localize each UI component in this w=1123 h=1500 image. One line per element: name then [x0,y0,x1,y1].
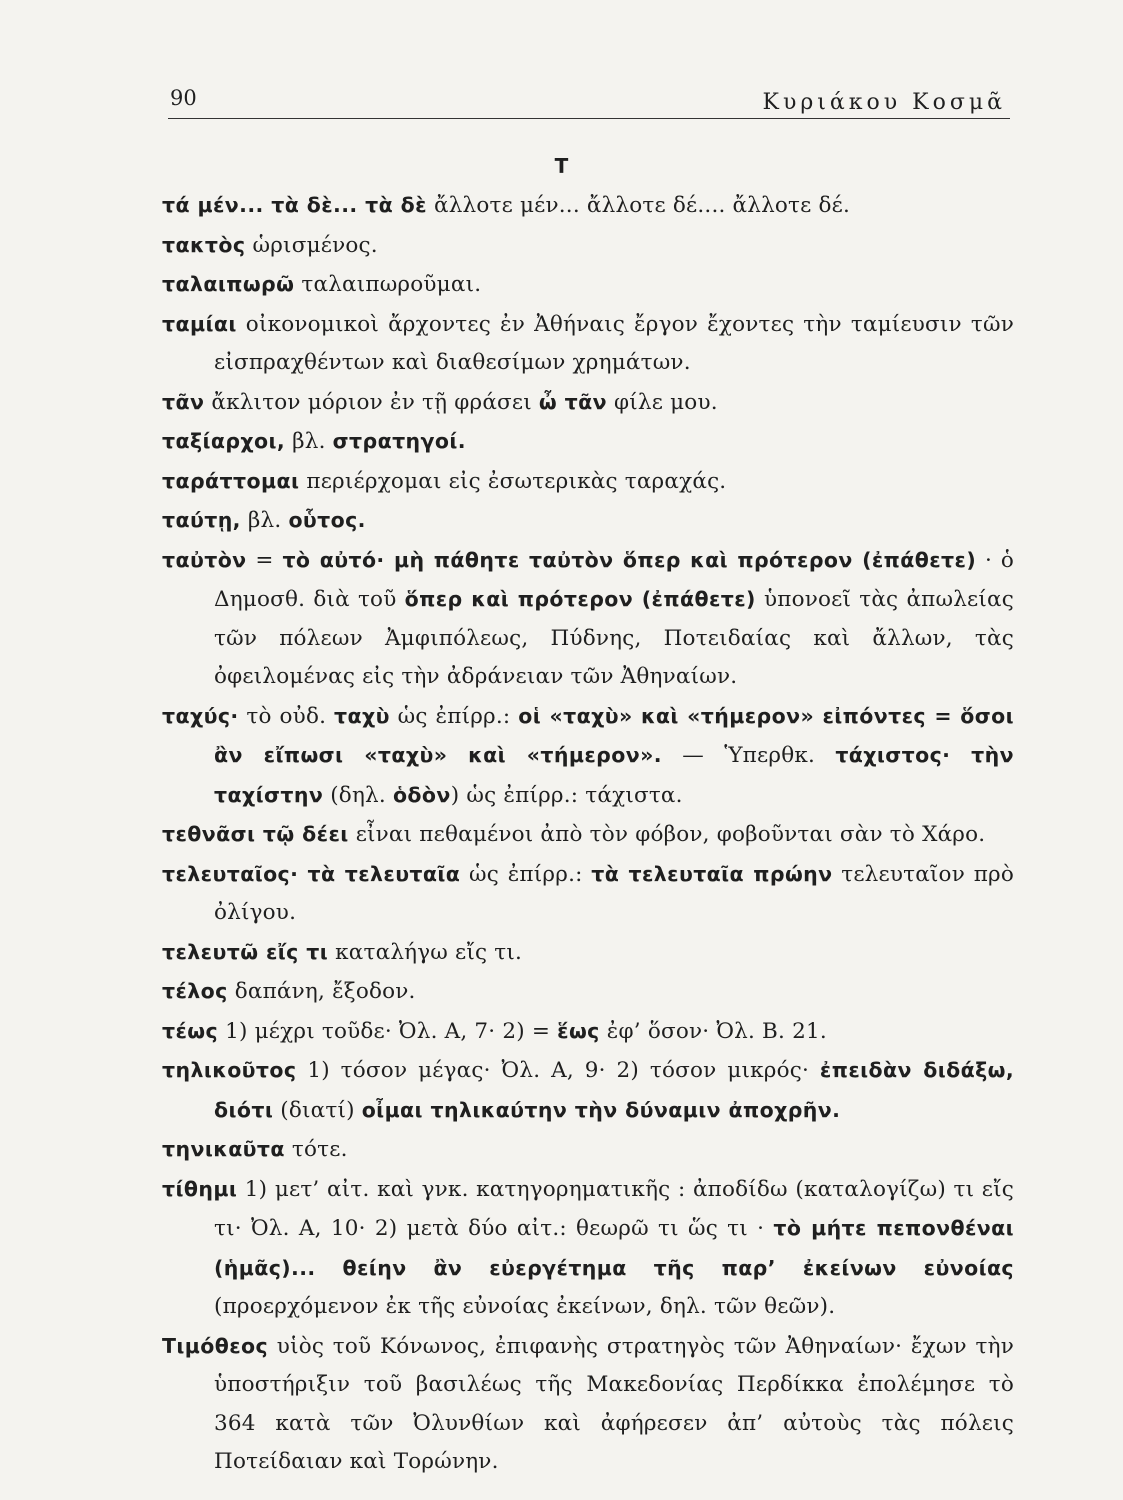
entry-headword: τελευτῶ εἴς τι [162,939,329,964]
entry-headword: ταράττομαι [162,468,300,493]
glossary-entry [162,186,1014,226]
entry-definition: τὸ οὐδ. [238,703,334,729]
entry-headword: τηνικαῦτα [162,1137,285,1161]
entry-headword: οἶμαι τηλικαύτην τὴν δύναμιν ἀποχρῆν. [361,1097,841,1122]
entry-headword: τεθνᾶσι τῷ δέει [162,822,349,846]
glossary-entry [162,1051,1014,1130]
entry-headword: Τιμόθεος [162,1333,269,1358]
entry-headword: τηλικοῦτος [162,1058,297,1082]
entry-definition: ἐφ’ ὅσον· Ὀλ. Β. 21. [599,1018,827,1044]
entry-definition: υἱὸς τοῦ Κόνωνος, ἐπιφανὴς στρατηγὸς τῶν Ἀθηναίων· ἔχων τὴν ὑποστήριξιν τοῦ βασιλέως τῆς Μακεδονίας Περδίκκα ἐπολέμησε τὸ 364 κατὰ τῶν Ὀλυνθίων καὶ ἀφήρεσεν ἀπ’ αὐτοὺς τὰς πόλεις Ποτείδαιαν καὶ Τορώνην. [214,1333,1014,1474]
entry-headword: ταμίαι [162,311,237,336]
glossary-entry [162,972,1014,1012]
glossary-entry [162,1130,1014,1170]
entry-definition: περιέρχομαι εἰς ἐσωτερικὰς ταραχάς. [299,468,727,494]
entry-headword: τέλος [162,979,228,1003]
entry-definition: τελευταῖον πρὸ ὀλίγου. [214,861,1015,925]
entry-definition: τότε. [284,1137,348,1162]
entry-definition: (προερχόμενον ἐκ τῆς εὐνοίας ἐκείνων, δηλ. τῶν θεῶν). [214,1294,836,1319]
entry-headword: τᾶν [162,389,205,414]
entry-definition: ὡρισμένος. [245,232,378,258]
entry-definition: βλ. [240,508,289,533]
entry-headword: ὅπερ καὶ πρότερον (ἐπάθετε) [404,587,756,611]
entry-headword: τίθημι [162,1176,238,1201]
glossary-entry [162,305,1014,383]
entry-headword: οἱ «ταχὺ» καὶ «τήμερον» εἰπόντες = ὅσοι ἂν εἴπωσι «ταχὺ» καὶ «τήμερον». [214,703,1014,767]
entry-definition: 1) τόσον μέγας· Ὀλ. Α, 9· 2) τόσον μικρός· [296,1058,820,1083]
entry-headword: ἕως [557,1018,600,1043]
entry-headword: τὰ τελευταῖα πρώην [591,861,833,886]
section-letter: Τ [554,154,569,178]
entry-headword: τελευταῖος· τὰ τελευταῖα [162,861,461,886]
entry-definition: εἶναι πεθαμένοι ἀπὸ τὸν φόβον, φοβοῦνται σὰν τὸ Χάρο. [348,822,986,847]
glossary-entry [162,1170,1014,1327]
glossary-entry [162,265,1014,305]
glossary-entry [162,462,1014,502]
glossary-entry [162,422,1014,462]
entry-definition: ὑπονοεῖ τὰς ἀπωλείας τῶν πόλεων Ἀμφιπόλεως, Πύδνης, Ποτειδαίας καὶ ἄλλων, τὰς ὀφειλομένας εἰς τὴν ἀδράνειαν τῶν Ἀθηναίων. [214,587,1014,689]
glossary-entries [162,186,1014,1482]
entry-definition: ὡς ἐπίρρ.: [389,703,519,729]
entry-headword: ταξίαρχοι, [162,429,286,453]
entry-definition: 1) μετ’ αἰτ. καὶ γνκ. κατηγορηματικῆς : ἀποδίδω (καταλογίζω) τι εἴς τι· Ὀλ. Α, 10· 2) μετὰ δύο αἰτ.: θεωρῶ τι ὥς τι · [214,1176,1014,1241]
entry-headword: τὸ μήτε πεπονθέναι (ἡμᾶς)... θείην ἂν εὐεργέτημα τῆς παρ’ ἐκείνων εὐνοίας [214,1216,1014,1280]
entry-headword: ταλαιπωρῶ [162,272,295,296]
glossary-entry [162,933,1014,973]
glossary-entry [162,697,1014,816]
glossary-entry [162,226,1014,266]
running-title: Κυριάκου Κοσμᾶ [762,90,1006,115]
glossary-entry [162,541,1014,697]
entry-definition: ταλαιπωροῦμαι. [294,272,482,297]
entry-definition: ) ὡς ἐπίρρ.: τάχιστα. [450,782,683,808]
page-header [168,86,1010,119]
entry-headword: τάχιστος· τὴν ταχίστην [214,743,1014,807]
entry-definition: ἄκλιτον μόριον ἐν τῇ φράσει [204,389,539,415]
entry-headword: τὸ αὐτό· μὴ πάθητε ταὐτὸν ὅπερ καὶ πρότερον (ἐπάθετε) [282,547,977,572]
entry-headword: ταχὺ [333,703,390,728]
glossary-entry [162,815,1014,855]
glossary-entry [162,855,1014,933]
entry-headword: τά μέν... τὰ δὲ... τὰ δὲ [162,193,427,217]
entry-headword: ταύτῃ, [162,508,241,532]
entry-headword: ὁδὸν [392,782,451,807]
glossary-entry [162,383,1014,423]
entry-definition: βλ. [285,429,333,454]
entry-headword: τακτὸς [162,232,246,257]
entry-headword: ταὐτὸν [162,547,247,572]
entry-definition: δαπάνη, ἔξοδον. [227,979,416,1004]
entry-definition: καταλήγω εἴς τι. [328,939,523,965]
entry-definition: ὡς ἐπίρρ.: [460,861,592,887]
entry-definition: φίλε μου. [607,389,718,415]
entry-definition: · ὁ Δημοσθ. διὰ τοῦ [214,547,1014,612]
entry-definition: (διατί) [273,1097,362,1123]
glossary-entry [162,1327,1014,1482]
page-number: 90 [170,86,197,110]
glossary-entry [162,501,1014,541]
entry-definition: (δηλ. [323,782,393,808]
entry-headword: ταχύς· [162,703,239,728]
entry-headword: στρατηγοί. [332,429,466,453]
entry-definition: 1) μέχρι τοῦδε· Ὀλ. Α, 7· 2) = [218,1018,558,1044]
entry-definition: = [246,547,283,573]
entry-definition: ἄλλοτε μέν... ἄλλοτε δέ.... ἄλλοτε δέ. [426,193,851,218]
entry-definition: — Ὑπερθκ. [661,743,836,768]
entry-definition: οἰκονομικοὶ ἄρχοντες ἐν Ἀθήναις ἔργον ἔχοντες τὴν ταμίευσιν τῶν εἰσπραχθέντων καὶ διαθεσίμων χρημάτων. [214,311,1014,375]
entry-headword: ἐπειδὰν διδάξω, διότι [214,1058,1015,1122]
entry-headword: οὗτος. [288,508,366,532]
glossary-entry [162,1012,1014,1052]
entry-headword: ὦ τᾶν [538,389,608,414]
entry-headword: τέως [162,1018,219,1043]
